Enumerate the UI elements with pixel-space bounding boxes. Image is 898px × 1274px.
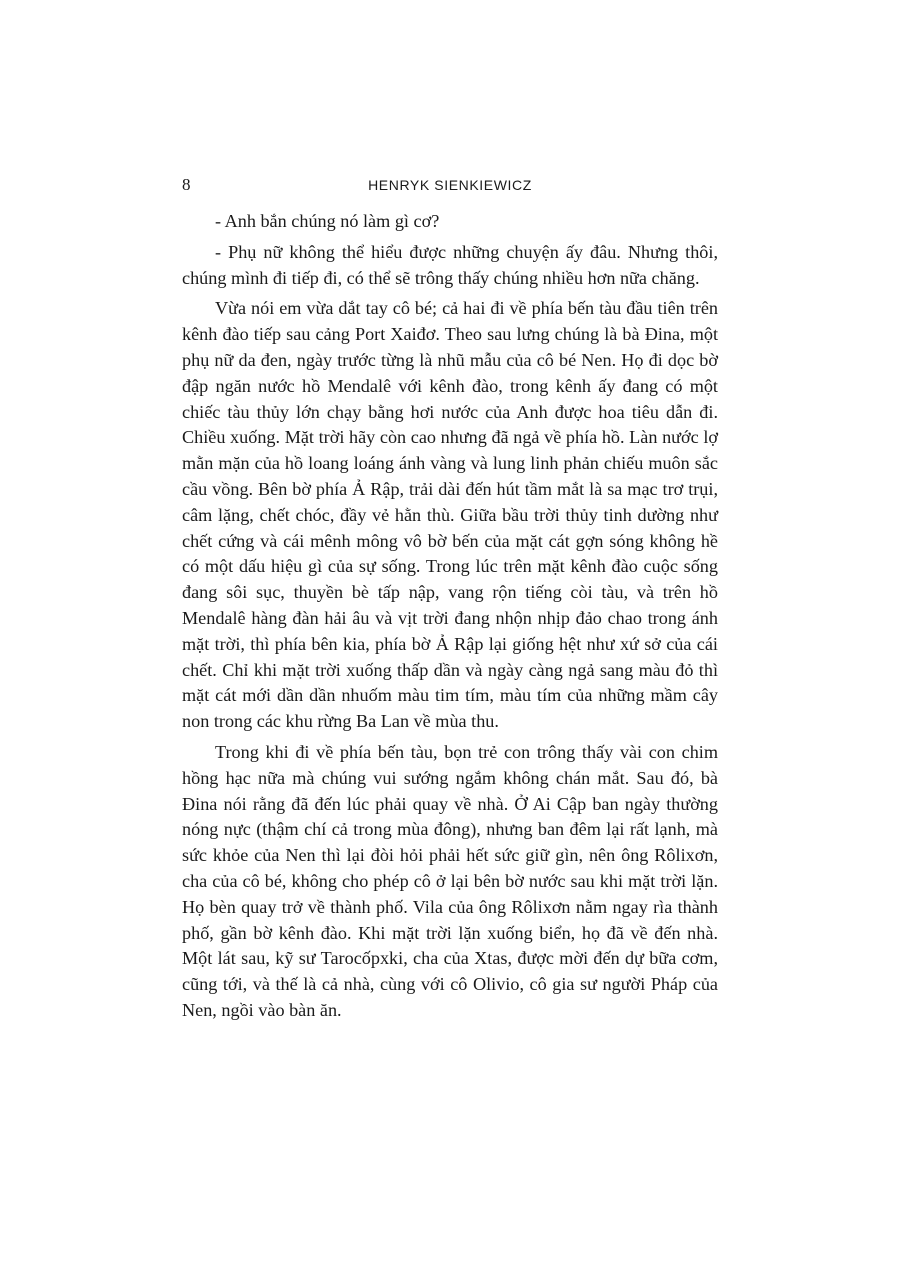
dialogue-paragraph: - Phụ nữ không thể hiểu được những chuyện ấy đâu. Nhưng thôi, chúng mình đi tiếp đi, có thể sẽ trông thấy chúng nhiều hơn nữa chăng.	[182, 241, 718, 288]
page-number: 8	[182, 175, 191, 194]
body-text	[182, 209, 718, 1029]
narrative-paragraph: Trong khi đi về phía bến tàu, bọn trẻ con trông thấy vài con chim hồng hạc nữa mà chúng vui sướng ngắm không chán mắt. Sau đó, bà Đina nói rằng đã đến lúc phải quay về nhà. Ở Ai Cập ban ngày thường nóng nực (thậm chí cả trong mùa đông), nhưng ban đêm lại rất lạnh, mà sức khỏe của Nen thì lại đòi hỏi phải hết sức giữ gìn, nên ông Rôlixơn, cha của cô bé, không cho phép cô ở lại bên bờ nước sau khi mặt trời lặn. Họ bèn quay trở về thành phố. Vila của ông Rôlixơn nằm ngay rìa thành phố, gần bờ kênh đào. Khi mặt trời lặn xuống biển, họ đã về đến nhà. Một lát sau, kỹ sư Tarocốpxki, cha của Xtas, được mời đến dự bữa cơm, cũng tới, và thế là cả nhà, cùng với cô Olivio, cô gia sư người Pháp của Nen, ngồi vào bàn ăn.	[182, 741, 718, 1020]
dialogue-paragraph: - Anh bắn chúng nó làm gì cơ?	[215, 211, 440, 231]
running-header	[182, 172, 718, 198]
narrative-paragraph: Vừa nói em vừa dắt tay cô bé; cả hai đi về phía bến tàu đầu tiên trên kênh đào tiếp sau cảng Port Xaiđơ. Theo sau lưng chúng là bà Đina, một phụ nữ da đen, ngày trước từng là nhũ mẫu của cô bé Nen. Họ đi dọc bờ đập ngăn nước hồ Mendalê với kênh đào, trong kênh ấy đang có một chiếc tàu thủy lớn chạy bằng hơi nước của Anh được hoa tiêu dẫn đi. Chiều xuống. Mặt trời hãy còn cao nhưng đã ngả về phía hồ. Làn nước lợ mằn mặn của hồ loang loáng ánh vàng và lung linh phản chiếu muôn sắc cầu vồng. Bên bờ phía Ả Rập, trải dài đến hút tầm mắt là sa mạc trơ trụi, câm lặng, chết chóc, đầy vẻ hằn thù. Giữa bầu trời thủy tinh dường như chết cứng và cái mênh mông vô bờ bến của mặt cát gợn sóng không hề có một dấu hiệu gì của sự sống. Trong lúc trên mặt kênh đào cuộc sống đang sôi sục, thuyền bè tấp nập, vang rộn tiếng còi tàu, và trên hồ Mendalê hàng đàn hải âu và vịt trời đang nhộn nhịp đảo chao trong ánh mặt trời, thì phía bên kia, phía bờ Ả Rập lại giống hệt như xứ sở của cái chết. Chỉ khi mặt trời xuống thấp dần và ngày càng ngả sang màu đỏ thì mặt cát mới dần dần nhuốm màu tim tím, màu tím của những mầm cây non trong các khu rừng Ba Lan về mùa thu.	[182, 298, 718, 732]
author-name: HENRYK SIENKIEWICZ	[368, 177, 532, 193]
